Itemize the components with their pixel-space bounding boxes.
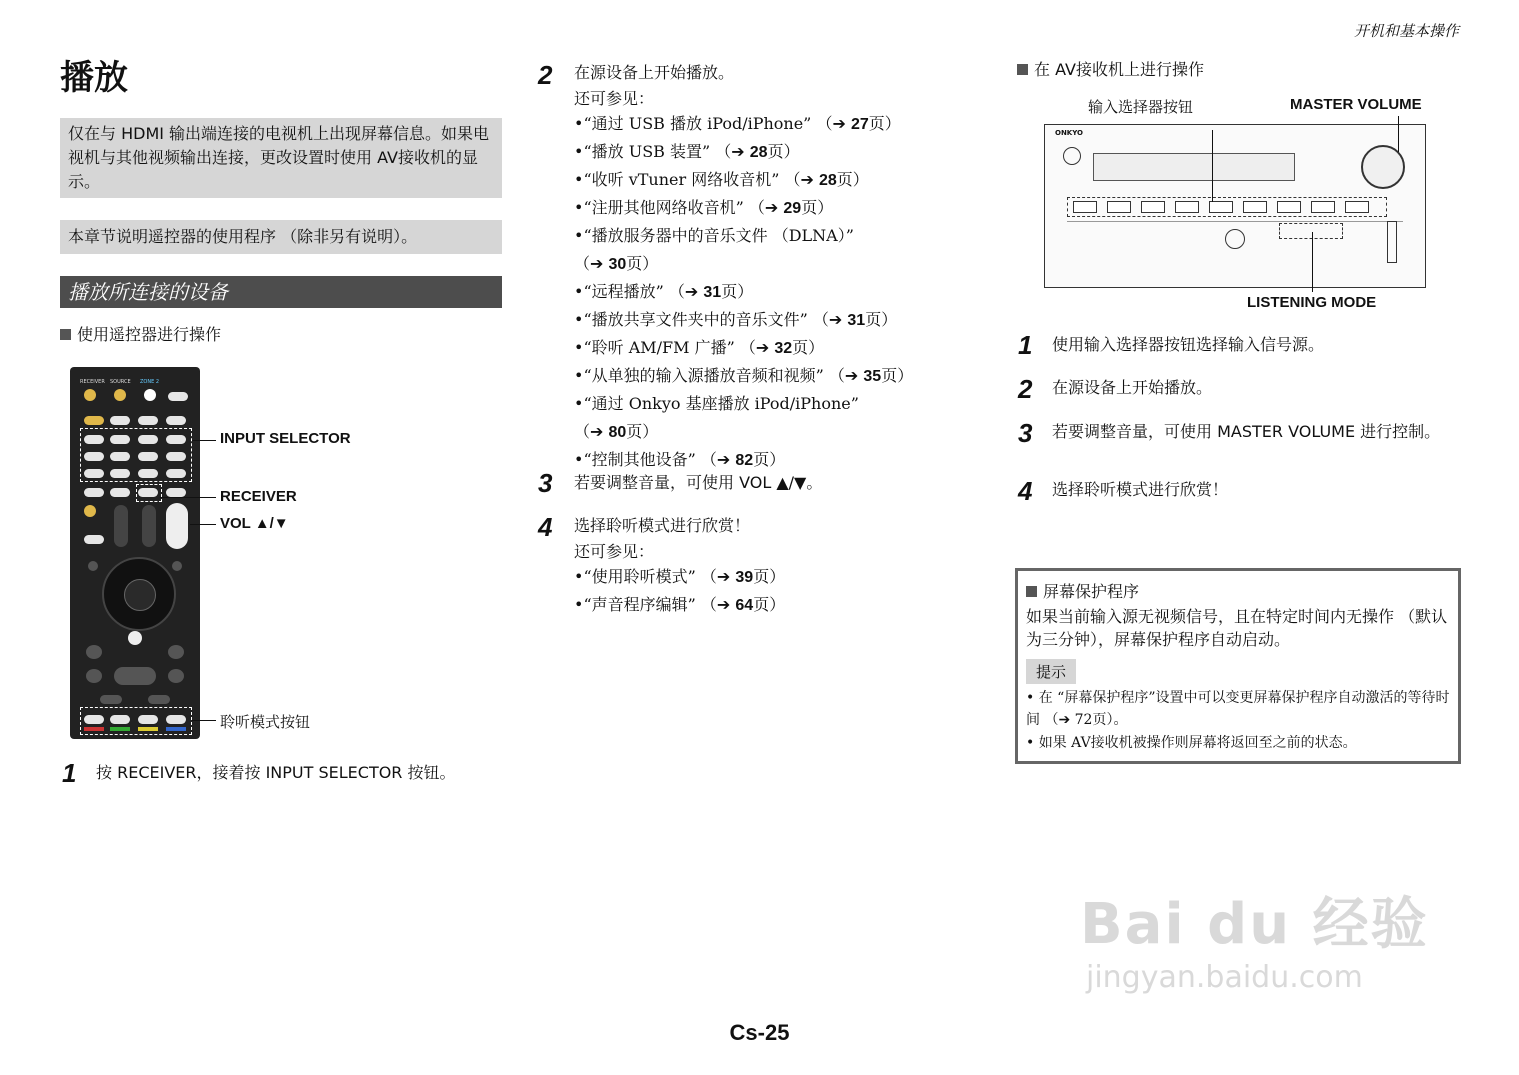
callout-receiver: RECEIVER bbox=[220, 488, 297, 505]
input-selector-button-icon bbox=[1243, 201, 1267, 213]
tv-button-icon bbox=[110, 488, 130, 497]
pause-icon bbox=[100, 695, 122, 704]
square-bullet-icon bbox=[1026, 586, 1037, 597]
input-button-icon bbox=[84, 452, 104, 461]
reference-item: •“通过 USB 播放 iPod/iPhone” （➔ 27页） bbox=[574, 114, 901, 133]
input-selector-button-icon bbox=[1107, 201, 1131, 213]
input-button-icon bbox=[138, 435, 158, 444]
input-selector-button-icon bbox=[1209, 201, 1233, 213]
step-text: 选择聆听模式进行欣赏！ bbox=[1052, 480, 1229, 499]
page-number: Cs-25 bbox=[729, 1020, 790, 1045]
muting-button-icon bbox=[166, 488, 186, 497]
square-bullet-icon bbox=[60, 329, 71, 340]
step-text: 选择聆听模式进行欣赏！ bbox=[574, 516, 751, 535]
step-number: 4 bbox=[1018, 476, 1033, 506]
listening-mode-highlight bbox=[1279, 223, 1343, 239]
input-selector-button-icon bbox=[1141, 201, 1165, 213]
reference-item: （➔ 30页） bbox=[574, 254, 659, 273]
input-selector-button-icon bbox=[1175, 201, 1199, 213]
hint-label: 提示 bbox=[1026, 659, 1076, 684]
step-number: 3 bbox=[1018, 418, 1033, 448]
step-number: 1 bbox=[1018, 330, 1033, 360]
step4-references bbox=[574, 563, 785, 619]
all-off-button-icon bbox=[84, 416, 104, 425]
square-bullet-icon bbox=[1017, 64, 1028, 75]
fast-forward-icon bbox=[168, 669, 184, 683]
receiver-subhead-text: 在 AV接收机上进行操作 bbox=[1034, 60, 1204, 79]
see-also-label: 还可参见： bbox=[574, 542, 655, 561]
remote-subhead-text: 使用遥控器进行操作 bbox=[77, 325, 222, 344]
phones-jack-icon bbox=[1387, 221, 1397, 263]
callout-vol: VOL ▲/▼ bbox=[220, 515, 289, 532]
blue-key-icon bbox=[166, 727, 186, 731]
hdmi-note: 仅在与 HDMI 输出端连接的电视机上出现屏幕信息。如果电视机与其他视频输出连接，更改设置时使用 AV接收机的显示。 bbox=[60, 118, 502, 198]
input-button-icon bbox=[110, 469, 130, 478]
home-icon bbox=[128, 631, 142, 645]
remote-top-label: RECEIVER bbox=[80, 379, 105, 385]
reference-item: •“播放服务器中的音乐文件 （DLNA）” bbox=[574, 226, 854, 245]
source-power-icon bbox=[114, 389, 126, 401]
input-selector-button-icon bbox=[1073, 201, 1097, 213]
play-icon bbox=[114, 667, 156, 685]
listening-mode-button-icon bbox=[110, 715, 130, 724]
yellow-key-icon bbox=[138, 727, 158, 731]
top-menu-button-icon bbox=[88, 561, 98, 571]
ch-disc-rocker-icon bbox=[142, 505, 156, 547]
watermark-logo: Bai du 经验 bbox=[1080, 892, 1429, 957]
running-header: 开机和基本操作 bbox=[1353, 22, 1459, 40]
step-number: 4 bbox=[538, 512, 553, 542]
step-number: 2 bbox=[538, 60, 553, 90]
reference-item: •“远程播放” （➔ 31页） bbox=[574, 282, 754, 301]
listening-mode-button-icon bbox=[138, 715, 158, 724]
dpad-icon bbox=[102, 557, 176, 631]
listening-mode-button-icon bbox=[84, 715, 104, 724]
receiver-button-icon bbox=[138, 488, 158, 497]
reference-item: （➔ 80页） bbox=[574, 422, 659, 441]
input-selector-button-icon bbox=[1277, 201, 1301, 213]
section-heading: 播放所连接的设备 bbox=[60, 276, 502, 308]
display-button-icon bbox=[168, 392, 188, 401]
step-number: 1 bbox=[62, 758, 77, 788]
see-also-label: 还可参见： bbox=[574, 89, 655, 108]
activity-button-icon bbox=[166, 416, 186, 425]
reference-item: •“注册其他网络收音机” （➔ 29页） bbox=[574, 198, 834, 217]
brand-logo: ONKYO bbox=[1055, 129, 1084, 137]
input-button-icon bbox=[110, 452, 130, 461]
input-button-icon bbox=[138, 452, 158, 461]
hint-tag bbox=[1026, 659, 1076, 684]
step-text: 按 RECEIVER，接着按 INPUT SELECTOR 按钮。 bbox=[96, 763, 456, 782]
input-button-icon bbox=[84, 435, 104, 444]
callout-leader bbox=[1312, 232, 1313, 292]
input-selector-button-icon bbox=[1345, 201, 1369, 213]
rewind-icon bbox=[86, 669, 102, 683]
power-button-icon bbox=[1063, 147, 1081, 165]
step-text: 使用输入选择器按钮选择输入信号源。 bbox=[1052, 335, 1325, 354]
remote-top-label: ZONE 2 bbox=[140, 379, 160, 385]
av-receiver-illustration bbox=[1044, 124, 1426, 288]
step-number: 2 bbox=[1018, 374, 1033, 404]
hint-item: • 如果 AV接收机被操作则屏幕将返回至之前的状态。 bbox=[1026, 735, 1357, 751]
receiver-power-icon bbox=[84, 389, 96, 401]
screensaver-title-text: 屏幕保护程序 bbox=[1043, 582, 1140, 601]
activity-button-icon bbox=[110, 416, 130, 425]
tv-power-icon bbox=[84, 505, 96, 517]
callout-leader bbox=[160, 497, 216, 498]
input-selector-button-icon bbox=[1311, 201, 1335, 213]
step-text: 若要调整音量，可使用 VOL ▲/▼。 bbox=[574, 473, 823, 492]
callout-leader bbox=[1398, 116, 1399, 152]
callout-input-selector: INPUT SELECTOR bbox=[220, 430, 351, 447]
prev-track-icon bbox=[86, 645, 102, 659]
menu-button-icon bbox=[172, 561, 182, 571]
input-button-icon bbox=[166, 469, 186, 478]
tv-vol-rocker-icon bbox=[114, 505, 128, 547]
page-title: 播放 bbox=[60, 58, 128, 98]
activity-button-icon bbox=[138, 416, 158, 425]
display-window-icon bbox=[1093, 153, 1295, 181]
callout-master-volume: MASTER VOLUME bbox=[1290, 96, 1422, 113]
screensaver-body: 如果当前输入源无视频信号，且在特定时间内无操作 （默认为三分钟），屏幕保护程序自动启动。 bbox=[1026, 607, 1448, 649]
enter-button-icon bbox=[124, 579, 156, 611]
setup-dial-icon bbox=[1225, 229, 1245, 249]
reference-item: •“收听 vTuner 网络收音机” （➔ 28页） bbox=[574, 170, 869, 189]
reference-item: •“播放共享文件夹中的音乐文件” （➔ 31页） bbox=[574, 310, 898, 329]
reference-item: •“通过 Onkyo 基座播放 iPod/iPhone” bbox=[574, 394, 859, 413]
remote-top-label: SOURCE bbox=[110, 379, 131, 385]
screensaver-box bbox=[1015, 568, 1461, 764]
callout-listening-mode: 聆听模式按钮 bbox=[220, 713, 311, 731]
reference-item: •“控制其他设备” （➔ 82页） bbox=[574, 450, 786, 469]
callout-leader bbox=[1212, 130, 1213, 202]
vol-rocker-icon bbox=[166, 503, 188, 549]
hint-item: • 在 “屏幕保护程序”设置中可以变更屏幕保护程序自动激活的等待时间 （➔ 72页）。 bbox=[1026, 690, 1450, 728]
callout-listening-mode-receiver: LISTENING MODE bbox=[1247, 294, 1377, 311]
input-button-icon bbox=[166, 435, 186, 444]
reference-item: •“声音程序编辑” （➔ 64页） bbox=[574, 595, 786, 614]
remote-control-illustration bbox=[70, 367, 200, 739]
step-text: 在源设备上开始播放。 bbox=[574, 63, 735, 82]
watermark-url: jingyan.baidu.com bbox=[1086, 960, 1363, 995]
callout-leader bbox=[190, 524, 216, 525]
remote-subhead bbox=[60, 322, 221, 345]
input-button-icon bbox=[138, 469, 158, 478]
input-button-icon bbox=[166, 452, 186, 461]
step2-references bbox=[574, 110, 913, 474]
green-key-icon bbox=[110, 727, 130, 731]
input-button-icon bbox=[110, 435, 130, 444]
step-text: 在源设备上开始播放。 bbox=[1052, 378, 1213, 397]
watermark bbox=[1080, 880, 1429, 995]
step-text: 若要调整音量，可使用 MASTER VOLUME 进行控制。 bbox=[1052, 422, 1441, 441]
input-button-icon bbox=[84, 469, 104, 478]
receiver-subhead bbox=[1017, 57, 1204, 80]
reference-item: •“使用聆听模式” （➔ 39页） bbox=[574, 567, 786, 586]
callout-leader bbox=[192, 440, 216, 441]
callout-input-selector-buttons: 输入选择器按钮 bbox=[1088, 98, 1194, 116]
screensaver-title bbox=[1026, 579, 1139, 602]
next-track-icon bbox=[168, 645, 184, 659]
red-key-icon bbox=[84, 727, 104, 731]
stop-icon bbox=[148, 695, 170, 704]
reference-item: •“聆听 AM/FM 广播” （➔ 32页） bbox=[574, 338, 825, 357]
listening-mode-button-icon bbox=[166, 715, 186, 724]
remote-note: 本章节说明遥控器的使用程序 （除非另有说明）。 bbox=[60, 220, 502, 254]
zone-button-icon bbox=[144, 389, 156, 401]
reference-item: •“播放 USB 装置” （➔ 28页） bbox=[574, 142, 800, 161]
reference-item: •“从单独的输入源播放音频和视频” （➔ 35页） bbox=[574, 366, 914, 385]
callout-leader bbox=[192, 720, 216, 721]
mode-button-icon bbox=[84, 488, 104, 497]
input-button-icon bbox=[84, 535, 104, 544]
step-number: 3 bbox=[538, 468, 553, 498]
